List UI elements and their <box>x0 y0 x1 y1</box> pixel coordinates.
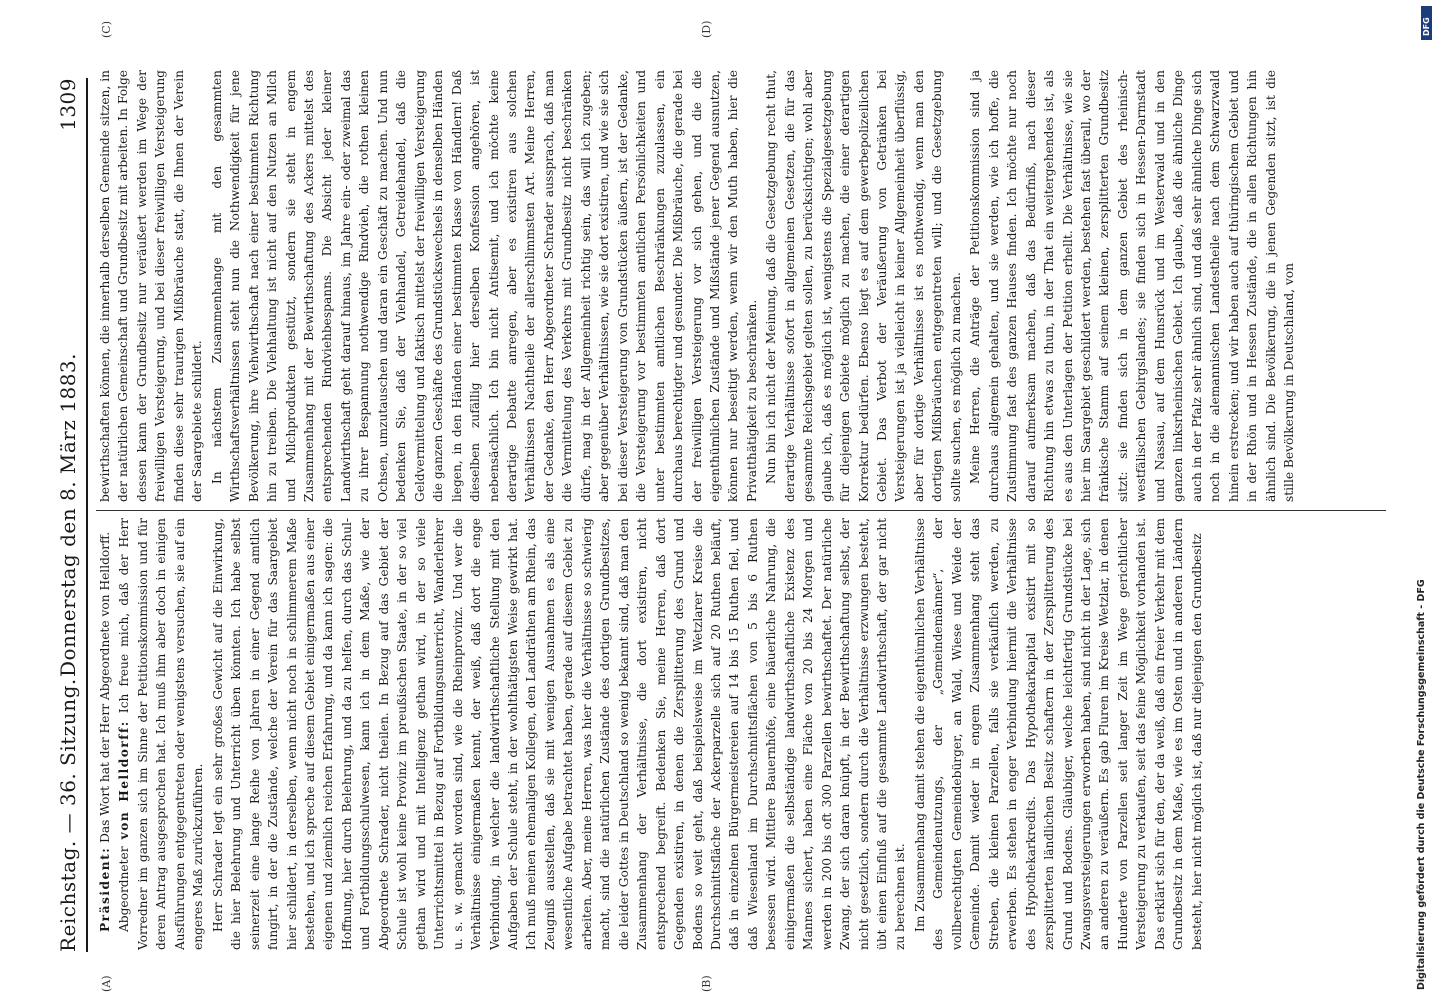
page-header <box>56 78 88 952</box>
margin-mark-a: (A) <box>100 975 113 992</box>
paragraph-text: Ich freue mich, daß der Herr Vorredner im ganzen sich im Sinne der Petitionskommission und für deren Antrag ausgesprochen hat. Ich muß ihm aber doch in einigen Ausführungen entgegentreten oder wenigstens versuchen, sie auf ein engeres Maß zurückzuführen. <box>117 518 206 950</box>
paragraph-text: Nun bin ich nicht der Meinung, daß die Gesetzgebung recht thut, derartige Verhältnisse sofort in allgemeinen Gesetzen, die für das gesammte Reichsgebiet gelten sollen, zu berücksichtigen; wohl aber glaube ich, daß es möglich ist, wenigstens die Spezialgesetzgebung für diejenigen Gebiete möglich zu machen, die einer derartigen Korrektur bedürfen. Ebenso liegt es auf dem gewerbepolizeilichen Gebiet. Das Verbot der Veräußerung von Getränken bei Versteigerungen ist ja vielleicht in keiner Allgemeinheit überflüssig, aber für dortige Verhältnisse ist es nothwendig, wenn man den dortigen Mißbräuchen entgegentreten will; und die Gesetzgebung sollte suchen, es möglich zu machen. <box>764 70 963 502</box>
speaker-name: Präsident: <box>98 846 112 932</box>
paragraph-text: In nächstem Zusammenhange mit den gesammten Wirthschaftsverhältnissen steht nun die Nothwendigkeit für jene Bevölkerung, ihre Viehwirthschaft nach einer bestimmten Richtung hin zu treiben. Die Viehhaltung ist nicht auf den Nutzen an Milch und Milchprodukten gestützt, sondern sie steht in engem Zusammenhang mit der Bewirthschaftung des Ackers mittelst des entsprechenden Rindviehbespanns. Die Absicht jeder kleiner Landwirthschaft geht darauf hinaus, im Jahre ein- oder zweimal das zu ihrer Bespannung nothwendige Rindvieh, die rothen kleinen Ochsen, umzutauschen und daran ein Geschäft zu machen. Und nun bedenken Sie, daß der Viehhandel, Getreidehandel, daß die Geldvermittelung und faktisch mittelst der freiwilligen Versteigerung die ganzen Geschäfte des Grundstückswechsels in denselben Händen liegen, in den Händen einer bestimmten Klasse von Händlern! Daß dieselben zufällig hier derselben Konfession angehören, ist nebensächlich. Ich bin nicht Antisemit, und ich möchte keine derartige Debatte anregen, aber es existiren aus solchen Verhältnissen Nachtheile der allerschlimmsten Art. Meine Herren, der Gedanke, den Herr Abgeordneter Schrader aussprach, daß man die Vermittelung des Verkehrs mit Grundbesitz nicht beschränken dürfe, mag in der Allgemeinheit richtig sein, das will ich zugeben; aber gegenüber Verhältnissen, wie sie dort existiren, und wie sie sich bei dieser Versteigerung von Grundstücken äußern, ist der Gedanke, die Versteigerung vor bestimmten amtlichen Persönlichkeiten und unter bestimmten amtlichen Beschränkungen zuzulassen, ein durchaus berechtigter und gesunder. Die Mißbräuche, die gerade bei der freiwilligen Versteigerung vor sich gehen, und die die eigenthümlichen Zustände und Mißstände jener Gegend ausnutzen, können nur beseitigt werden, wenn wir den Muth haben, hier die Privatthätigkeit zu beschränken. <box>209 70 759 502</box>
margin-mark-d: (D) <box>700 20 713 38</box>
speaker-name: von Helldorff: <box>117 720 132 840</box>
speaker-intro: Abgeordneter <box>117 839 132 932</box>
paragraph-helldorff <box>115 518 207 950</box>
header-session: Reichstag. — 36. Sitzung. <box>56 678 80 952</box>
text-column-right <box>96 70 1386 502</box>
paragraph-text: Meine Herren, die Anträge der Petitionskommission sind ja durchaus allgemein gehalten, und sie werden, wie ich hoffe, die Zustimmung fast des ganzen Hauses finden. Ich möchte nur noch darauf aufmerksam machen, daß das Bedürfniß, nach dieser Richtung hin etwas zu thun, in der That ein weitergehendes ist, als es aus den Unterlagen der Petition erhellt. Die Verhältnisse, wie sie hier im Saargebiet geschildert werden, bestehen fast überall, wo der fränkische Stamm auf seinem kleinen, zersplitterten Grundbesitz sitzt: sie finden sich in dem ganzen Gebiet des rheinisch-westfälischen Gebirgslandes; sie finden sich in Hessen-Darmstadt und Nassau, auf dem Hunsrück und im Westerwald und in den ganzen linksrheinischen Gebiet. Ich glaube, daß die ähnliche Dinge auch in der Pfalz sehr ähnlich sind, und daß sehr ähnliche Dinge sich noch in die alemannischen Landestheile nach dem Schwarzwald hinein erstrecken; und wir haben auch auf thüringischem Gebiet und in der Rhön und in Hessen Zustände, die in allen Richtungen hin ähnlich sind. Die Bevölkerung, die in jenen Gegenden sitzt, ist die stille Bevölkerung in Deutschland, von <box>968 70 1296 502</box>
margin-mark-b: (B) <box>700 975 713 992</box>
paragraph-text: Herr Schrader legt ein sehr großes Gewicht auf die Einwirkung, die hier Belehrung und Unterricht üben könnten. Ich habe selbst seinerzeit eine lange Reihe von Jahren in einer Gegend amtlich fungirt, in der die Zustände, welche der Verein für das Saargebiet hier schildert, in derselben, wenn nicht noch in schlimmerem Maße bestehen, und ich spreche auf diesem Gebiet einigermaßen aus einer eigenen und ziemlich reichen Erfahrung, und da kann ich sagen: die Hoffnung, hier durch Belehrung, und da zu helfen, durch das Schul- und Fortbildungsschulwesen, kann ich in dem Maße, wie der Abgeordnete Schrader, nicht theilen. In Bezug auf das Gebiet der Schule ist wohl keine Provinz im preußischen Staate, in der so viel gethan wird und mit Intelligenz gethan wird, in der so viele Unterrichtsmittel in Bezug auf Fortbildungsunterricht, Wanderlehrer u. s. w. gemacht worden sind, wie die Rheinprovinz. Und wer die Verhältnisse einigermaßen kennt, der weiß, daß dort die enge Verbindung, in welcher die landwirthschaftliche Stellung mit den Aufgaben der Schule steht, in der wohlthätigsten Weise gewirkt hat. Ich muß meinen ehemaligen Kollegen, den Landräthen am Rhein, das Zeugniß ausstellen, daß sie mit wenigen Ausnahmen es als eine wesentliche Aufgabe betrachtet haben, gerade auf diesem Gebiet zu arbeiten. Aber, meine Herren, was hier die Verhältnisse so schwierig macht, sind die natürlichen Zustände des dortigen Grundbesitzes, die leider Gottes in Deutschland so wenig bekannt sind, daß man den Zusammenhang der Verhältnisse, die dort existiren, nicht entsprechend begreift. Bedenken Sie, meine Herren, daß dort Gegenden existiren, in denen die Zersplitterung des Grund und Bodens so weit geht, daß beispielsweise im Wetzlarer Kreise die Durchschnittsfläche der Ackerparzelle sich auf 20 Ruthen beläuft, daß in einzelnen Bürgermeistereien auf 14 bis 15 Ruthen fiel, und daß Wiesenland im Durchschnittsflächen von 5 bis 6 Ruthen besessen wird. Mittlere Bauernhöfe, eine bäuerliche Nahrung, die einigermaßen die selbständige landwirthschaftliche Existenz des Mannes sichert, haben eine Fläche von 20 bis 24 Morgen und werden in 200 bis oft 300 Parzellen bewirthschaftet. Der natürliche Zwang, der sich daran knüpft, in der Bewirthschaftung selbst, der nicht gesetzlich, sondern durch die Verhältnisse erzwungen besteht, übt einen Einfluß auf die gesammte Landwirthschaft, der gar nicht zu berechnen ist. <box>210 518 908 950</box>
margin-mark-c: (C) <box>100 21 113 38</box>
page-number: 1309 <box>56 78 80 131</box>
header-date: Donnerstag den 8. März 1883. <box>56 352 80 678</box>
text-column-left <box>96 518 1386 950</box>
column-divider <box>96 510 1386 511</box>
digitization-notice: Digitalisierung gefördert durch die Deutsche Forschungsgemeinschaft - DFG <box>1416 579 1427 990</box>
paragraph-text: Das Wort hat der Herr Abgeordnete von Helldorff. <box>98 531 112 847</box>
paragraph-text: Im Zusammenhang damit stehen die eigenthümlichen Verhältnisse des Gemeindenutzungs, der „Gemeindemänner“, der vollberechtigten Gemeindebürger, an Wald, Wiese und Weide der Gemeinde. Damit wieder in engem Zusammenhang steht das Streben, die kleinen Parzellen, falls sie verkäuflich werden, zu erwerben. Es stehen in enger Verbindung hiermit die Verhältnisse des Hypothekarkredits. Das Hypothekarkapital existirt mit so zersplitterten ländlichen Besitz schaftern in der Zersplitterung des Grund und Bodens. Gläubiger, welche leichtfertig Grundstücke bei Zwangsversteigerungen erworben haben, sind nicht in der Lage, sich an anderen zu veräußern. Es gab Fluren im Kreise Wetzlar, in denen Hunderte von Parzellen seit langer Zeit im Wege gerichtlicher Versteigerung zu verkaufen, seit das feine Möglichkeit vorhanden ist. Das erklärt sich für den, der da weiß, daß ein freier Verkehr mit dem Grundbesitz in dem Maße, wie es im Osten und in anderen Ländern besteht, hier nicht möglich ist, daß nur diejenigen den Grundbesitz <box>912 518 1204 950</box>
paragraph-text: bewirthschaften können, die innerhalb derselben Gemeinde sitzen, in der natürlichen Gemeinschaft und Grundbesitz mit arbeiten. In Folge dessen kann der Grundbesitz nur veräußert werden im Wege der freiwilligen Versteigerung, und bei dieser freiwilligen Versteigerung finden diese sehr traurigen Mißbräuche statt, die Ihnen der Verein der Saargebiete schildert. <box>98 70 205 502</box>
paragraph-president <box>96 518 114 950</box>
dfg-logo-text: DFG <box>1422 17 1431 36</box>
